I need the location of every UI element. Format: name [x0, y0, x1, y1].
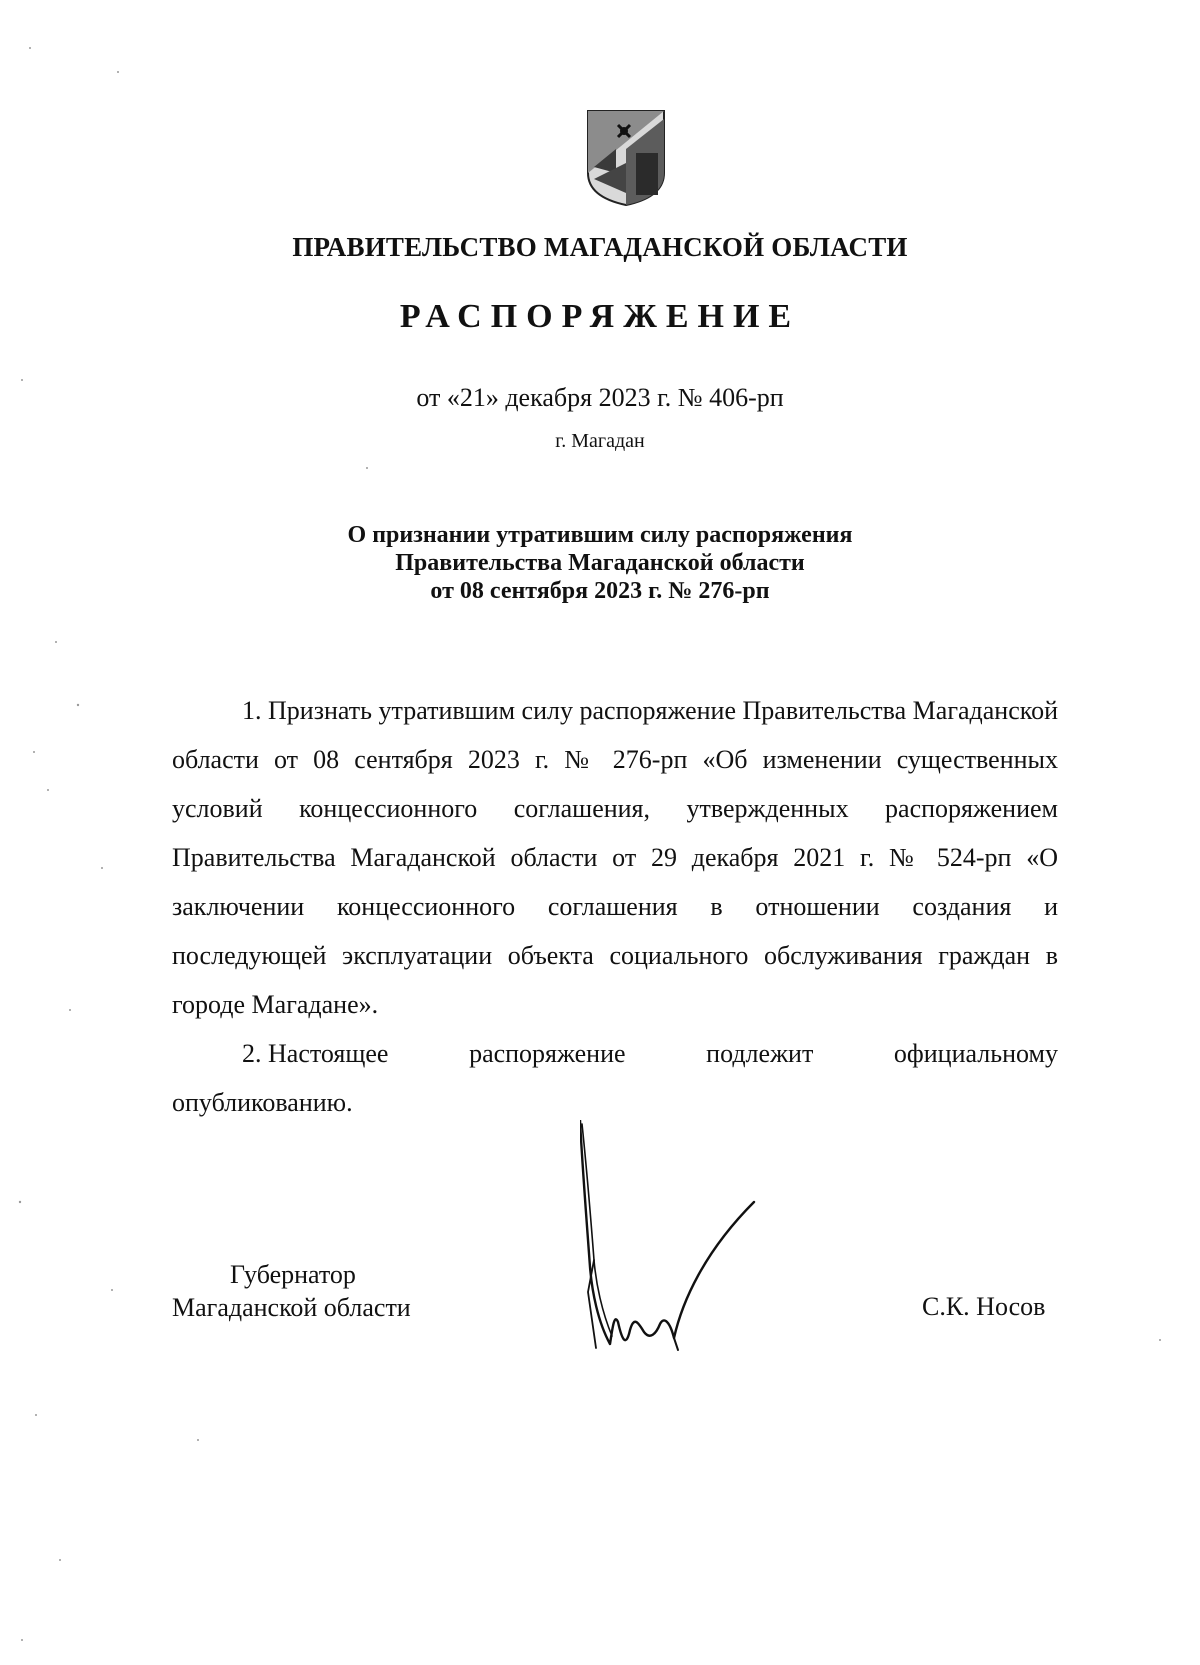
document-subject	[0, 521, 1200, 605]
signatory-role-line: Магаданской области	[172, 1293, 411, 1322]
paragraph-1: 1. Признать утратившим силу распоряжение Правительства Магаданской области от 08 сентября 2023 г. № 276-рп «Об изменении существенных условий концессионного соглашения, утвержденных распоряжением Правительства Магаданской области от 29 декабря 2021 г. № 524-рп «О заключении концессионного соглашения в отношении создания и последующей эксплуатации объекта социального обслуживания граждан в городе Магадане».	[172, 696, 1058, 1019]
subject-line: от 08 сентября 2023 г. № 276-рп	[430, 578, 770, 604]
document-place: г. Магадан	[555, 430, 645, 452]
document-type-title: РАСПОРЯЖЕНИЕ	[399, 298, 801, 335]
paragraph-2-word: 2. Настоящее	[242, 1039, 389, 1068]
paragraph-2-tail: опубликованию.	[172, 1088, 353, 1117]
signatory-role	[172, 1258, 411, 1324]
organization-title: ПРАВИТЕЛЬСТВО МАГАДАНСКОЙ ОБЛАСТИ	[292, 232, 908, 262]
paragraph-2-word: официальному	[893, 1039, 1058, 1068]
paragraph-2-first-line	[172, 1029, 1058, 1078]
paragraph-2-word: подлежит	[706, 1039, 814, 1068]
paragraph-2-word: распоряжение	[469, 1039, 626, 1068]
magadan-coat-of-arms-icon	[586, 109, 666, 207]
subject-line: О признании утратившим силу распоряжения	[347, 522, 853, 548]
signatory-name: С.К. Носов	[922, 1292, 1046, 1321]
handwritten-signature-icon	[580, 1120, 800, 1370]
document-date-number: от «21» декабря 2023 г. № 406-рп	[416, 383, 784, 412]
document-body	[172, 686, 1058, 1127]
signatory-role-line: Губернатор	[230, 1260, 356, 1289]
subject-line: Правительства Магаданской области	[395, 550, 805, 576]
